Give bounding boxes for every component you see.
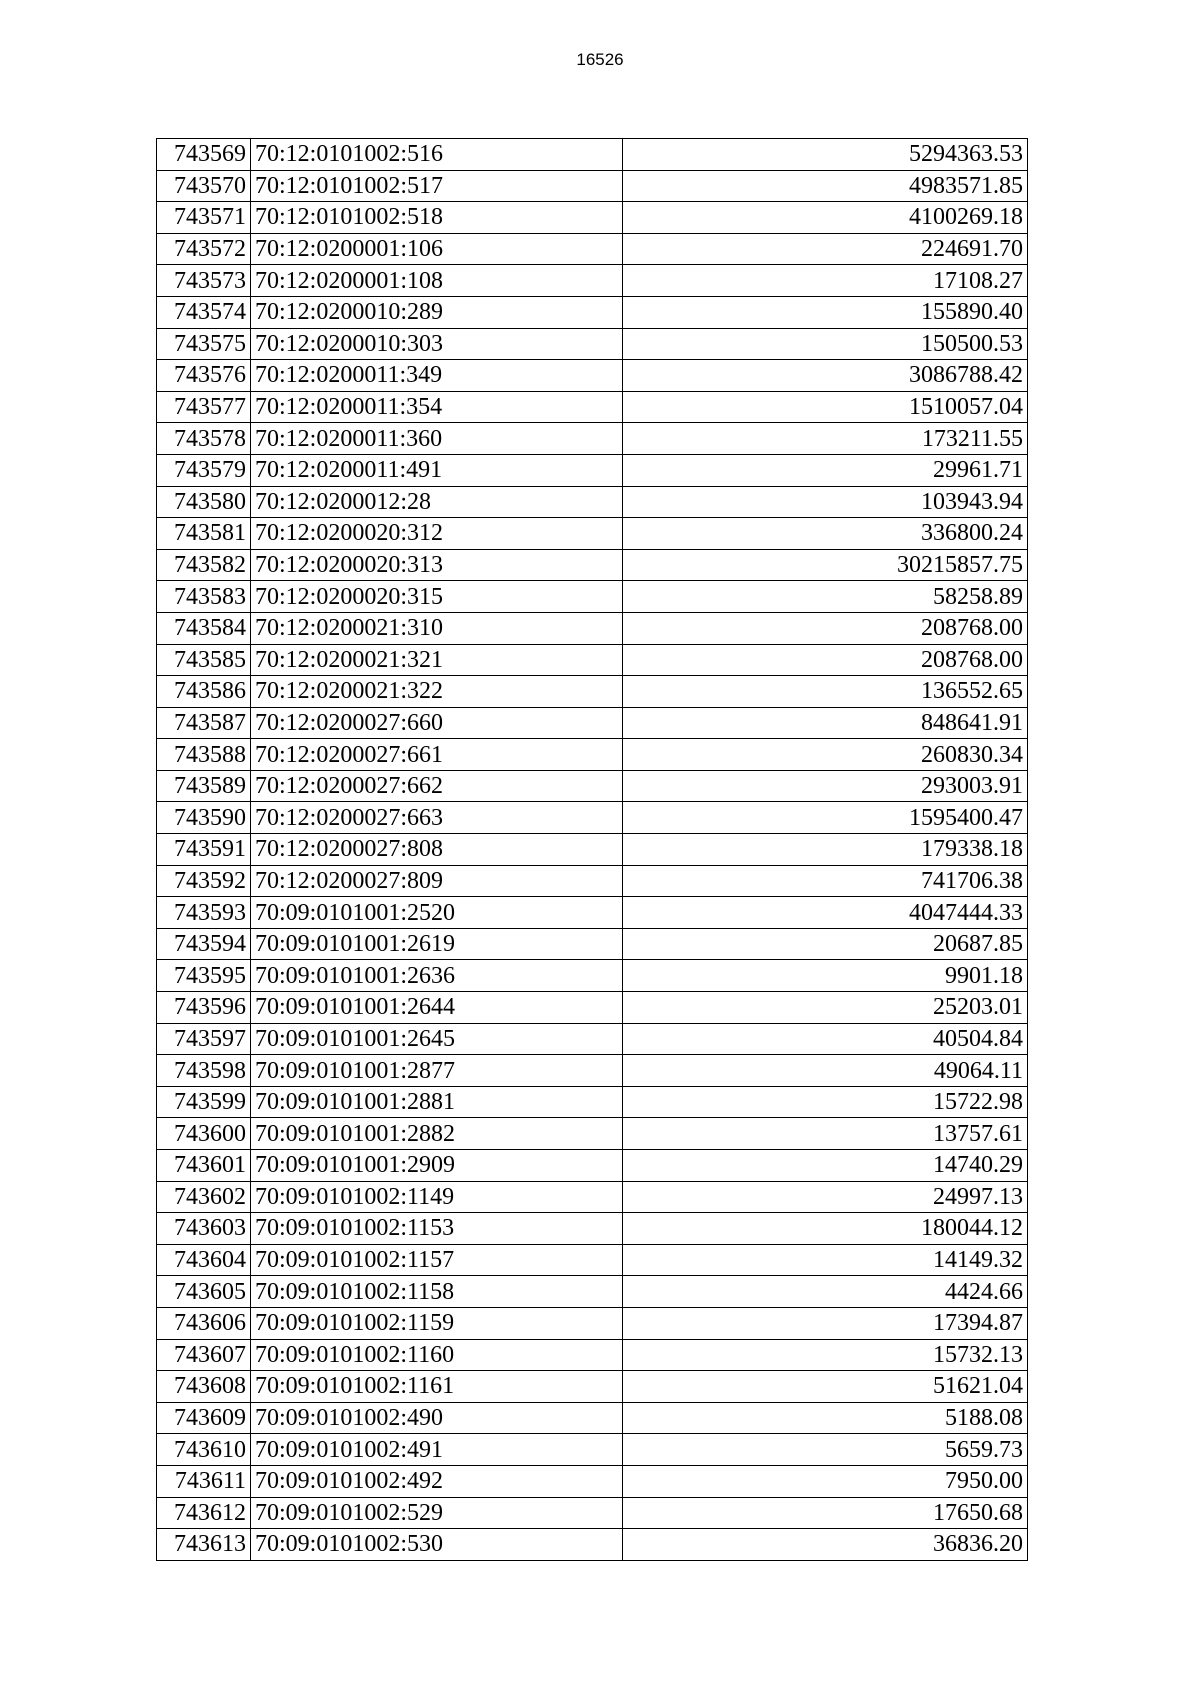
cadastral-number-cell: 70:09:0101001:2881 bbox=[251, 1086, 623, 1118]
row-id-cell: 743580 bbox=[157, 486, 251, 518]
table-row bbox=[157, 1244, 1028, 1276]
value-cell: 20687.85 bbox=[623, 928, 1028, 960]
cadastral-number-cell: 70:12:0200027:662 bbox=[251, 770, 623, 802]
row-id-cell: 743602 bbox=[157, 1181, 251, 1213]
row-id-cell: 743595 bbox=[157, 960, 251, 992]
cadastral-number-cell: 70:09:0101002:1161 bbox=[251, 1371, 623, 1403]
row-id-cell: 743611 bbox=[157, 1465, 251, 1497]
cadastral-number-cell: 70:12:0200027:661 bbox=[251, 739, 623, 771]
row-id-cell: 743597 bbox=[157, 1023, 251, 1055]
row-id-cell: 743590 bbox=[157, 802, 251, 834]
value-cell: 30215857.75 bbox=[623, 549, 1028, 581]
cadastral-number-cell: 70:09:0101002:1157 bbox=[251, 1244, 623, 1276]
cadastral-number-cell: 70:09:0101002:1158 bbox=[251, 1276, 623, 1308]
row-id-cell: 743570 bbox=[157, 170, 251, 202]
row-id-cell: 743612 bbox=[157, 1497, 251, 1529]
row-id-cell: 743583 bbox=[157, 581, 251, 613]
cadastral-number-cell: 70:09:0101002:490 bbox=[251, 1402, 623, 1434]
row-id-cell: 743591 bbox=[157, 834, 251, 866]
row-id-cell: 743569 bbox=[157, 139, 251, 171]
cadastral-number-cell: 70:12:0200027:809 bbox=[251, 865, 623, 897]
value-cell: 49064.11 bbox=[623, 1055, 1028, 1087]
table-row bbox=[157, 1213, 1028, 1245]
cadastral-number-cell: 70:09:0101001:2882 bbox=[251, 1118, 623, 1150]
table-row bbox=[157, 1307, 1028, 1339]
cadastral-number-cell: 70:12:0200021:321 bbox=[251, 644, 623, 676]
cadastral-number-cell: 70:12:0200011:349 bbox=[251, 360, 623, 392]
cadastral-number-cell: 70:12:0200021:310 bbox=[251, 612, 623, 644]
value-cell: 103943.94 bbox=[623, 486, 1028, 518]
row-id-cell: 743610 bbox=[157, 1434, 251, 1466]
table-row bbox=[157, 581, 1028, 613]
table-row bbox=[157, 865, 1028, 897]
value-cell: 4424.66 bbox=[623, 1276, 1028, 1308]
row-id-cell: 743596 bbox=[157, 992, 251, 1024]
value-cell: 155890.40 bbox=[623, 296, 1028, 328]
cadastral-number-cell: 70:12:0200027:663 bbox=[251, 802, 623, 834]
row-id-cell: 743586 bbox=[157, 676, 251, 708]
row-id-cell: 743575 bbox=[157, 328, 251, 360]
value-cell: 5294363.53 bbox=[623, 139, 1028, 171]
table-row bbox=[157, 1023, 1028, 1055]
cadastral-number-cell: 70:12:0200021:322 bbox=[251, 676, 623, 708]
value-cell: 741706.38 bbox=[623, 865, 1028, 897]
cadastral-number-cell: 70:09:0101002:1159 bbox=[251, 1307, 623, 1339]
row-id-cell: 743581 bbox=[157, 518, 251, 550]
cadastral-number-cell: 70:12:0200011:491 bbox=[251, 454, 623, 486]
cadastral-number-cell: 70:12:0200020:313 bbox=[251, 549, 623, 581]
value-cell: 17108.27 bbox=[623, 265, 1028, 297]
value-cell: 1595400.47 bbox=[623, 802, 1028, 834]
value-cell: 3086788.42 bbox=[623, 360, 1028, 392]
row-id-cell: 743584 bbox=[157, 612, 251, 644]
row-id-cell: 743573 bbox=[157, 265, 251, 297]
data-table bbox=[156, 138, 1028, 1561]
row-id-cell: 743585 bbox=[157, 644, 251, 676]
cadastral-number-cell: 70:12:0200010:289 bbox=[251, 296, 623, 328]
value-cell: 224691.70 bbox=[623, 233, 1028, 265]
value-cell: 260830.34 bbox=[623, 739, 1028, 771]
value-cell: 179338.18 bbox=[623, 834, 1028, 866]
value-cell: 4047444.33 bbox=[623, 897, 1028, 929]
table-row bbox=[157, 202, 1028, 234]
table-row bbox=[157, 486, 1028, 518]
row-id-cell: 743579 bbox=[157, 454, 251, 486]
table-row bbox=[157, 1371, 1028, 1403]
value-cell: 58258.89 bbox=[623, 581, 1028, 613]
row-id-cell: 743572 bbox=[157, 233, 251, 265]
cadastral-number-cell: 70:09:0101001:2520 bbox=[251, 897, 623, 929]
cadastral-number-cell: 70:09:0101001:2619 bbox=[251, 928, 623, 960]
value-cell: 17394.87 bbox=[623, 1307, 1028, 1339]
table-row bbox=[157, 960, 1028, 992]
row-id-cell: 743606 bbox=[157, 1307, 251, 1339]
cadastral-number-cell: 70:12:0200001:106 bbox=[251, 233, 623, 265]
value-cell: 29961.71 bbox=[623, 454, 1028, 486]
value-cell: 14740.29 bbox=[623, 1150, 1028, 1182]
cadastral-number-cell: 70:09:0101002:491 bbox=[251, 1434, 623, 1466]
table-row bbox=[157, 676, 1028, 708]
cadastral-number-cell: 70:09:0101002:529 bbox=[251, 1497, 623, 1529]
row-id-cell: 743593 bbox=[157, 897, 251, 929]
table-row bbox=[157, 1402, 1028, 1434]
row-id-cell: 743576 bbox=[157, 360, 251, 392]
table-row bbox=[157, 612, 1028, 644]
table-row bbox=[157, 518, 1028, 550]
table-row bbox=[157, 296, 1028, 328]
value-cell: 17650.68 bbox=[623, 1497, 1028, 1529]
cadastral-number-cell: 70:12:0200011:354 bbox=[251, 391, 623, 423]
value-cell: 14149.32 bbox=[623, 1244, 1028, 1276]
row-id-cell: 743578 bbox=[157, 423, 251, 455]
table-row bbox=[157, 739, 1028, 771]
row-id-cell: 743582 bbox=[157, 549, 251, 581]
cadastral-number-cell: 70:09:0101001:2877 bbox=[251, 1055, 623, 1087]
table-row bbox=[157, 928, 1028, 960]
table-row bbox=[157, 1465, 1028, 1497]
cadastral-number-cell: 70:09:0101001:2644 bbox=[251, 992, 623, 1024]
value-cell: 1510057.04 bbox=[623, 391, 1028, 423]
table-row bbox=[157, 423, 1028, 455]
value-cell: 25203.01 bbox=[623, 992, 1028, 1024]
page-number: 16526 bbox=[576, 50, 624, 69]
value-cell: 173211.55 bbox=[623, 423, 1028, 455]
cadastral-number-cell: 70:12:0200027:808 bbox=[251, 834, 623, 866]
value-cell: 13757.61 bbox=[623, 1118, 1028, 1150]
cadastral-number-cell: 70:09:0101002:492 bbox=[251, 1465, 623, 1497]
table-row bbox=[157, 1434, 1028, 1466]
cadastral-number-cell: 70:12:0101002:517 bbox=[251, 170, 623, 202]
row-id-cell: 743598 bbox=[157, 1055, 251, 1087]
table-row bbox=[157, 265, 1028, 297]
table-row bbox=[157, 644, 1028, 676]
table-row bbox=[157, 233, 1028, 265]
row-id-cell: 743594 bbox=[157, 928, 251, 960]
cadastral-number-cell: 70:12:0200012:28 bbox=[251, 486, 623, 518]
row-id-cell: 743592 bbox=[157, 865, 251, 897]
cadastral-number-cell: 70:12:0200020:315 bbox=[251, 581, 623, 613]
table-row bbox=[157, 834, 1028, 866]
table-row bbox=[157, 454, 1028, 486]
table-row bbox=[157, 1529, 1028, 1561]
table-row bbox=[157, 897, 1028, 929]
table-row bbox=[157, 1497, 1028, 1529]
table-row bbox=[157, 1150, 1028, 1182]
value-cell: 15722.98 bbox=[623, 1086, 1028, 1118]
cadastral-number-cell: 70:12:0200010:303 bbox=[251, 328, 623, 360]
row-id-cell: 743588 bbox=[157, 739, 251, 771]
cadastral-number-cell: 70:12:0200020:312 bbox=[251, 518, 623, 550]
cadastral-number-cell: 70:12:0101002:518 bbox=[251, 202, 623, 234]
row-id-cell: 743609 bbox=[157, 1402, 251, 1434]
value-cell: 180044.12 bbox=[623, 1213, 1028, 1245]
row-id-cell: 743587 bbox=[157, 707, 251, 739]
table-row bbox=[157, 1086, 1028, 1118]
value-cell: 208768.00 bbox=[623, 644, 1028, 676]
value-cell: 36836.20 bbox=[623, 1529, 1028, 1561]
row-id-cell: 743605 bbox=[157, 1276, 251, 1308]
row-id-cell: 743613 bbox=[157, 1529, 251, 1561]
value-cell: 4100269.18 bbox=[623, 202, 1028, 234]
table-row bbox=[157, 328, 1028, 360]
table-row bbox=[157, 1181, 1028, 1213]
value-cell: 336800.24 bbox=[623, 518, 1028, 550]
row-id-cell: 743589 bbox=[157, 770, 251, 802]
value-cell: 5188.08 bbox=[623, 1402, 1028, 1434]
table-row bbox=[157, 360, 1028, 392]
row-id-cell: 743603 bbox=[157, 1213, 251, 1245]
table-row bbox=[157, 1276, 1028, 1308]
table-row bbox=[157, 770, 1028, 802]
value-cell: 51621.04 bbox=[623, 1371, 1028, 1403]
table-row bbox=[157, 802, 1028, 834]
row-id-cell: 743600 bbox=[157, 1118, 251, 1150]
value-cell: 136552.65 bbox=[623, 676, 1028, 708]
row-id-cell: 743604 bbox=[157, 1244, 251, 1276]
row-id-cell: 743571 bbox=[157, 202, 251, 234]
table-row bbox=[157, 170, 1028, 202]
table-row bbox=[157, 1055, 1028, 1087]
value-cell: 24997.13 bbox=[623, 1181, 1028, 1213]
value-cell: 208768.00 bbox=[623, 612, 1028, 644]
table-row bbox=[157, 549, 1028, 581]
cadastral-number-cell: 70:09:0101002:1160 bbox=[251, 1339, 623, 1371]
row-id-cell: 743577 bbox=[157, 391, 251, 423]
cadastral-number-cell: 70:09:0101001:2909 bbox=[251, 1150, 623, 1182]
cadastral-number-cell: 70:12:0200001:108 bbox=[251, 265, 623, 297]
cadastral-number-cell: 70:09:0101001:2636 bbox=[251, 960, 623, 992]
cadastral-number-cell: 70:09:0101002:1149 bbox=[251, 1181, 623, 1213]
value-cell: 9901.18 bbox=[623, 960, 1028, 992]
row-id-cell: 743607 bbox=[157, 1339, 251, 1371]
cadastral-number-cell: 70:12:0101002:516 bbox=[251, 139, 623, 171]
value-cell: 7950.00 bbox=[623, 1465, 1028, 1497]
value-cell: 5659.73 bbox=[623, 1434, 1028, 1466]
cadastral-number-cell: 70:09:0101002:530 bbox=[251, 1529, 623, 1561]
cadastral-number-cell: 70:12:0200027:660 bbox=[251, 707, 623, 739]
row-id-cell: 743601 bbox=[157, 1150, 251, 1182]
value-cell: 848641.91 bbox=[623, 707, 1028, 739]
table-row bbox=[157, 391, 1028, 423]
table-body bbox=[157, 139, 1028, 1561]
cadastral-number-cell: 70:09:0101002:1153 bbox=[251, 1213, 623, 1245]
value-cell: 4983571.85 bbox=[623, 170, 1028, 202]
value-cell: 40504.84 bbox=[623, 1023, 1028, 1055]
cadastral-number-cell: 70:12:0200011:360 bbox=[251, 423, 623, 455]
value-cell: 15732.13 bbox=[623, 1339, 1028, 1371]
table-row bbox=[157, 139, 1028, 171]
table-row bbox=[157, 992, 1028, 1024]
table-row bbox=[157, 1339, 1028, 1371]
value-cell: 150500.53 bbox=[623, 328, 1028, 360]
row-id-cell: 743608 bbox=[157, 1371, 251, 1403]
table-row bbox=[157, 707, 1028, 739]
cadastral-number-cell: 70:09:0101001:2645 bbox=[251, 1023, 623, 1055]
row-id-cell: 743599 bbox=[157, 1086, 251, 1118]
row-id-cell: 743574 bbox=[157, 296, 251, 328]
value-cell: 293003.91 bbox=[623, 770, 1028, 802]
table-row bbox=[157, 1118, 1028, 1150]
